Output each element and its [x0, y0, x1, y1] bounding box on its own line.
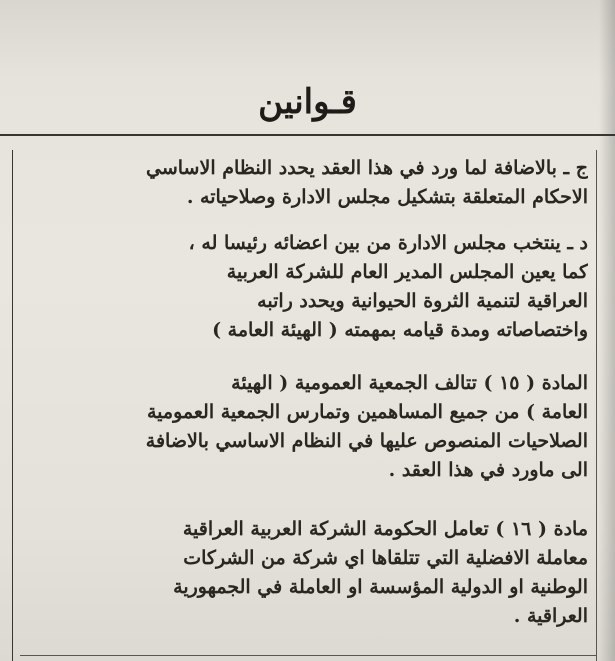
text-line: المادة ( ١٥ ) تتالف الجمعية العمومية ( الهيئة	[231, 372, 588, 394]
text-line: الوطنية او الدولية المؤسسة او العاملة في الجمهورية	[173, 576, 588, 598]
article-15-paragraph	[20, 369, 588, 485]
text-line: ج ـ بالاضافة لما ورد في هذا العقد يحدد النظام الاساسي	[146, 157, 588, 179]
text-line: مادة ( ١٦ ) تعامل الحكومة الشركة العربية العراقية	[182, 518, 588, 540]
column-divider-right	[596, 150, 597, 661]
text-line: العراقية لتنمية الثروة الحيوانية ويحدد راتبه	[257, 290, 588, 312]
text-line: معاملة الافضلية التي تتلقاها اي شركة من الشركات	[183, 547, 588, 569]
text-line: الصلاحيات المنصوص عليها في النظام الاساسي بالاضافة	[145, 430, 588, 452]
page-edge-shadow	[599, 0, 615, 661]
text-line: كما يعين المجلس المدير العام للشركة العربية	[226, 261, 588, 283]
article-16-paragraph	[20, 515, 588, 631]
item-j-paragraph	[20, 154, 588, 212]
text-line: الى ماورد في هذا العقد .	[388, 459, 588, 481]
text-line: العراقية .	[513, 605, 588, 627]
text-line: العامة ) من جميع المساهمين وتمارس الجمعية العمومية	[146, 401, 588, 423]
item-d-paragraph	[20, 229, 588, 345]
text-line: الاحكام المتعلقة بتشكيل مجلس الادارة وصلاحياته .	[186, 186, 588, 208]
column-divider-left	[12, 150, 13, 661]
text-line: واختصاصاته ومدة قيامه بمهمته ( الهيئة العامة )	[212, 319, 588, 341]
page-title: قـوانين	[258, 82, 357, 122]
header-divider	[0, 134, 615, 136]
text-line: د ـ ينتخب مجلس الادارة من بين اعضائه رئيسا له ،	[188, 232, 588, 254]
footer-divider	[20, 655, 596, 656]
